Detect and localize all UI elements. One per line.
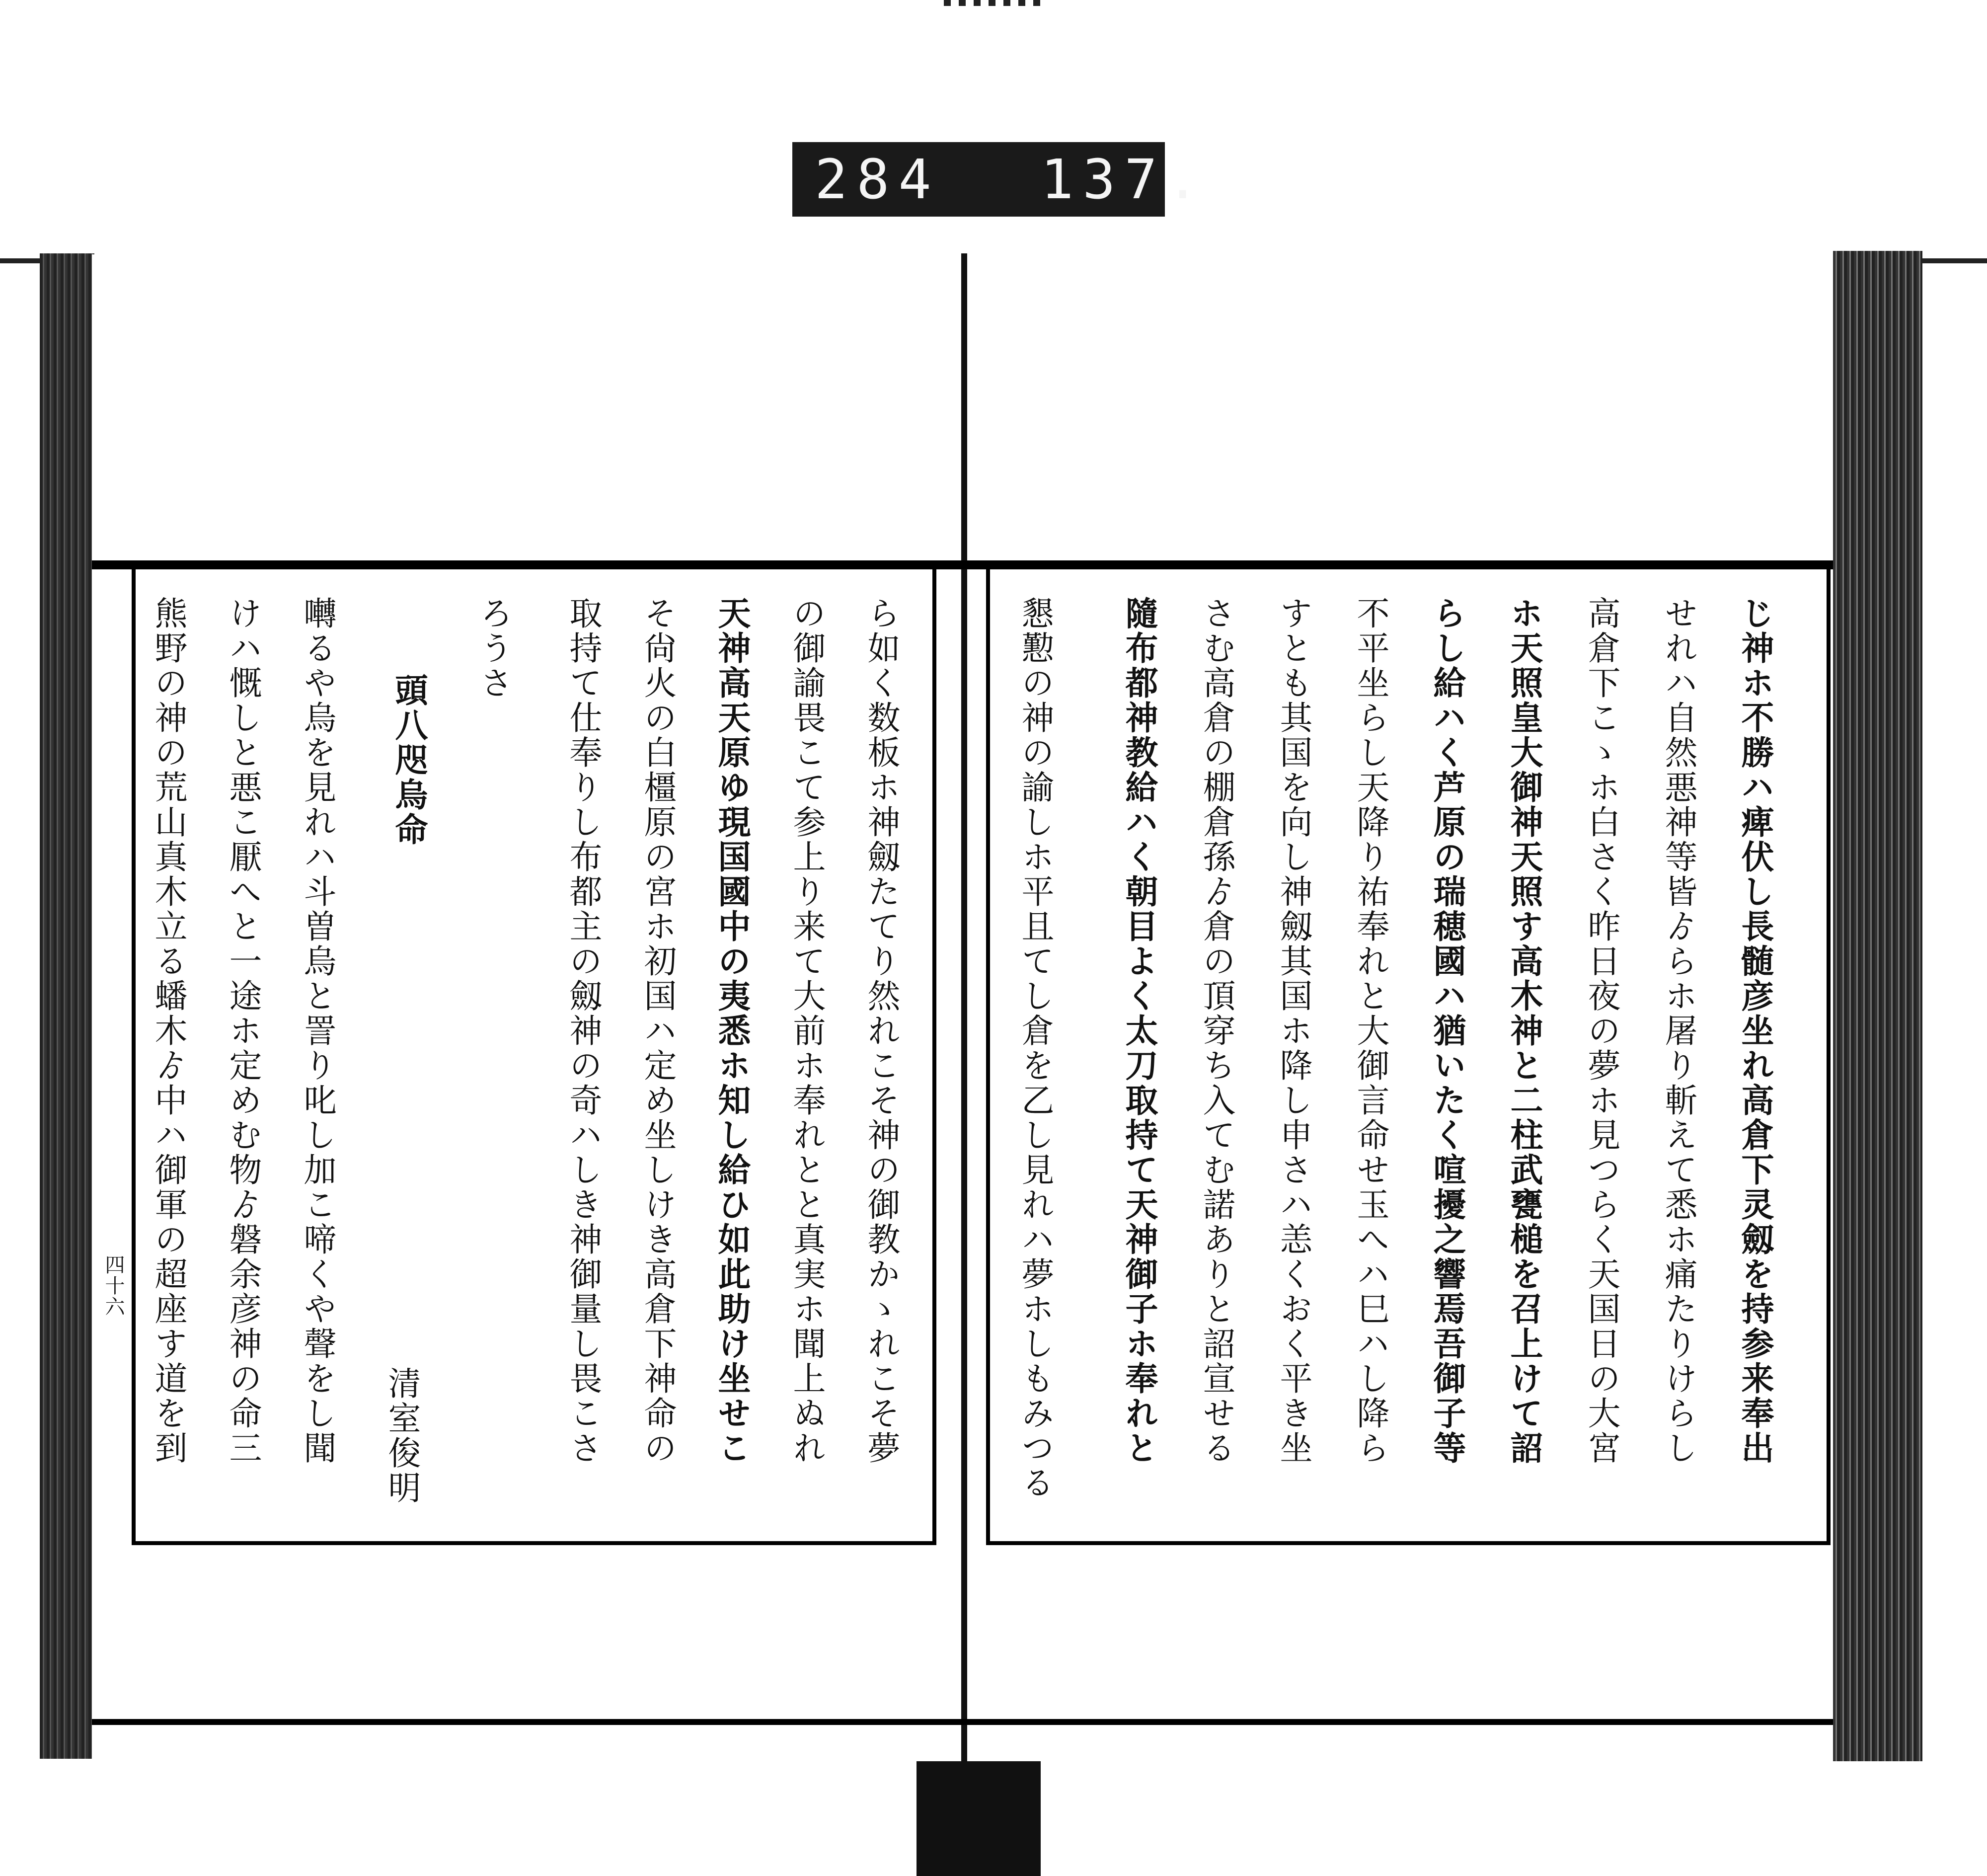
book-spine-base bbox=[917, 1761, 1041, 1876]
left-line-1: ら如く数板ホ神劔たてり然れこそ神の御教かゝれこそ夢 bbox=[862, 596, 900, 1466]
left-line-2: の御諭畏こて参上り来て大前ホ奉れとと真実ホ聞上ぬれ bbox=[787, 596, 826, 1466]
right-page-stack bbox=[1833, 251, 1922, 1761]
right-line-3: 高倉下こゝホ白さく昨日夜の夢ホ見つらく天国日の大宮 bbox=[1582, 596, 1620, 1466]
right-line-2: せれハ自然悪神等皆ゟらホ屠り斬えて悉ホ痛たりけらし bbox=[1659, 596, 1697, 1466]
poem-heading: 頭八咫烏命 bbox=[389, 673, 428, 847]
catalog-number-right: 137. bbox=[1041, 148, 1208, 211]
catalog-label bbox=[792, 142, 1208, 217]
poem-author: 清室俊明 bbox=[382, 1366, 421, 1505]
left-line-3: 天神高天原ゆ現国國中の夷悉ホ知し給ひ如此助け坐せこ bbox=[712, 596, 751, 1466]
right-line-5: らし給ハく芦原の瑞穂國ハ猶いたく喧擾之響焉吾御子等 bbox=[1428, 596, 1466, 1466]
book-gutter bbox=[961, 253, 967, 1764]
catalog-number-left: 284 bbox=[815, 148, 940, 211]
right-line-7: すとも其国を向し神劔其国ホ降し申さハ恙くおく平き坐 bbox=[1274, 596, 1312, 1466]
left-page-stack bbox=[40, 253, 94, 1759]
left-line-4: そ尙火の白橿原の宮ホ初国ハ定め坐しけき高倉下神命の bbox=[638, 596, 677, 1466]
left-line-6: ろうさ bbox=[474, 596, 513, 701]
right-line-4: ホ天照皇大御神天照す高木神と二柱武甕槌を召上けて詔 bbox=[1505, 596, 1543, 1466]
page-folio: 四十六 bbox=[102, 1254, 125, 1317]
left-body-line-3: 熊野の神の荒山真木立る蟠木ゟ中ハ御軍の超座す道を到 bbox=[149, 596, 187, 1466]
right-text-frame bbox=[986, 564, 1831, 1545]
right-line-8: さむ高倉の棚倉孫ゟ倉の頂穿ち入てむ諾ありと詔宣せる bbox=[1197, 596, 1235, 1466]
left-line-5: 取持て仕奉りし布都主の劔神の奇ハしき神御量し畏こさ bbox=[564, 596, 602, 1466]
top-edge-marks bbox=[944, 0, 1043, 6]
right-line-1: じ神ホ不勝ハ痺伏し長髄彦坐れ高倉下灵劔を持参来奉出 bbox=[1736, 596, 1774, 1466]
right-line-6: 不平坐らし天降り祐奉れと大御言命せ玉へハ巳ハし降ら bbox=[1351, 596, 1389, 1466]
right-line-10: 懇懃の神の諭しホ平且てし倉を乙し見れハ夢ホしもみつる bbox=[1016, 596, 1054, 1500]
left-body-line-2: けハ慨しと悪こ厭へと一途ホ定めむ物ゟ磐余彦神の命三 bbox=[224, 596, 262, 1466]
left-body-line-1: 囀るや烏を見れハ斗曽烏と詈り叱し加こ啼くや聲をし聞 bbox=[298, 596, 336, 1466]
book-bottom-edge bbox=[92, 1719, 1833, 1725]
right-line-9: 隨布都神教給ハく朝目よく太刀取持て天神御子ホ奉れと bbox=[1120, 596, 1158, 1466]
